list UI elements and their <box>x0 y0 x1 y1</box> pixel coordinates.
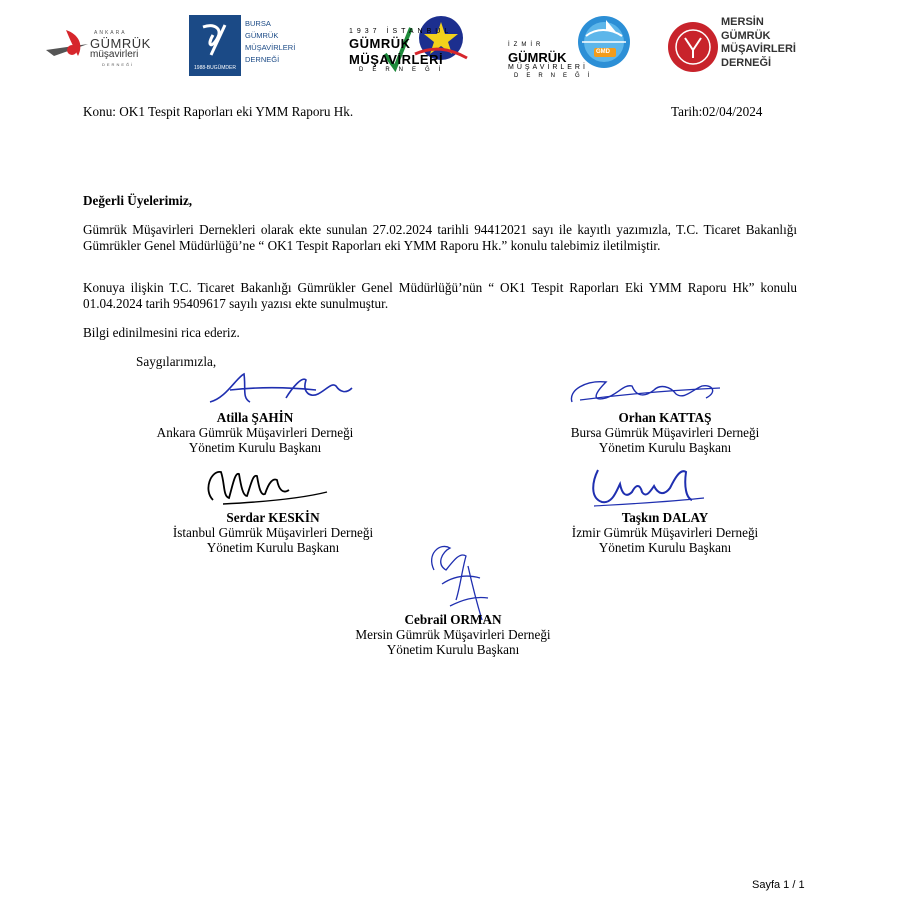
serdar-keskin-signature <box>203 460 333 508</box>
bursa-logo-icon <box>189 15 241 63</box>
signatory-org: Mersin Gümrük Müşavirleri Derneği <box>355 627 551 642</box>
bursa-logo-line: GÜMRÜK <box>245 31 279 40</box>
orhan-kattas-signature <box>566 372 726 412</box>
closing-phrase: Saygılarımızla, <box>136 354 217 369</box>
document-date: Tarih:02/04/2024 <box>671 104 763 119</box>
signatory-org: İstanbul Gümrük Müşavirleri Derneği <box>172 525 374 540</box>
taskin-dalay-signature <box>588 462 708 510</box>
signatory-title: Yönetim Kurulu Başkanı <box>598 440 732 455</box>
ankara-logo-der: DERNEĞİ <box>102 62 135 67</box>
page-number: Sayfa 1 / 1 <box>752 879 805 891</box>
signatory-name: Atilla ŞAHİN <box>216 410 294 425</box>
signatory-org: İzmir Gümrük Müşavirleri Derneği <box>571 525 759 540</box>
istanbul-association-logo <box>345 14 470 76</box>
signatory-org: Bursa Gümrük Müşavirleri Derneği <box>570 425 760 440</box>
izmir-association-logo <box>506 12 636 78</box>
signatory-name: Cebrail ORMAN <box>404 612 502 627</box>
signatory-title: Yönetim Kurulu Başkanı <box>188 440 322 455</box>
izmir-logo-der: DERNEĞİ <box>514 73 598 79</box>
izmir-logo-top: İZMİR <box>508 42 545 48</box>
izmir-globe-emblem-icon <box>576 14 632 70</box>
bursa-logo-year: 1988-BUGÜMDER <box>194 65 236 71</box>
signatory-block <box>90 410 420 455</box>
ankara-logo-sub: müşavirleri <box>90 49 139 60</box>
ankara-logo-city: ANKARA <box>94 30 127 36</box>
bursa-logo-line: MÜŞAVİRLERİ <box>245 43 296 52</box>
signatory-title: Yönetim Kurulu Başkanı <box>206 540 340 555</box>
izmir-logo-sub: MÜŞAVİRLERİ <box>508 64 588 71</box>
signatory-title: Yönetim Kurulu Başkanı <box>598 540 732 555</box>
izmir-logo-main: GÜMRÜK <box>508 50 567 65</box>
bursa-logo-line: BURSA <box>245 19 271 28</box>
signatory-block <box>108 510 438 555</box>
mersin-logo-line: MERSİN <box>721 16 764 28</box>
istanbul-logo-sub: MÜŞAVİRLERİ <box>349 52 444 67</box>
body-paragraph-3: Bilgi edinilmesini rica ederiz. <box>83 325 240 340</box>
atilla-sahin-signature <box>206 368 356 414</box>
signatory-block <box>500 410 830 455</box>
bursa-logo-emblem <box>189 15 241 76</box>
istanbul-logo-der: DERNEĞİ <box>359 67 450 73</box>
signatory-block <box>500 510 830 555</box>
mersin-logo-line: GÜMRÜK <box>721 29 771 42</box>
izmir-logo-badge: GMD <box>596 49 610 55</box>
subject-line: Konu: OK1 Tespit Raporları eki YMM Raporu Hk. <box>83 104 354 119</box>
signatory-name: Orhan KATTAŞ <box>618 410 712 425</box>
ankara-logo-main: GÜMRÜK <box>90 36 151 51</box>
istanbul-logo-main: GÜMRÜK <box>349 36 411 51</box>
signatory-block <box>288 612 618 657</box>
istanbul-logo-top: 1937 İSTANBUL <box>349 28 453 35</box>
mersin-logo-line: DERNEĞİ <box>721 56 772 69</box>
mersin-seal-emblem-icon <box>667 16 719 78</box>
mersin-logo-line: MÜŞAVİRLERİ <box>721 43 796 55</box>
signatory-title: Yönetim Kurulu Başkanı <box>386 642 520 657</box>
salutation: Değerli Üyelerimiz, <box>83 193 193 208</box>
signatory-name: Taşkın DALAY <box>621 510 709 525</box>
signatory-org: Ankara Gümrük Müşavirleri Derneği <box>156 425 354 440</box>
ankara-logo-icon <box>44 26 94 66</box>
ankara-association-logo <box>44 22 154 72</box>
body-paragraph-1: Gümrük Müşavirleri Dernekleri olarak ekte sunulan 27.02.2024 tarihli 94412021 sayı ile kayıtlı yazımızla, T.C. Ticaret Bakanlığı Gümrükler Genel Müdürlüğü’ne “ OK1 Tespit Raporları eki YMM Raporu Hk.” konulu talebimiz iletilmiştir. <box>83 222 797 253</box>
body-paragraph-2: Konuya ilişkin T.C. Ticaret Bakanlığı Gümrükler Genel Müdürlüğü’nün “ OK1 Tespit Raporları Eki YMM Raporu Hk” konulu 01.04.2024 tarih 95409617 sayılı yazısı ekte sunulmuştur. <box>83 280 797 311</box>
signatory-name: Serdar KESKİN <box>226 510 320 525</box>
bursa-association-logo <box>189 15 296 77</box>
bursa-logo-line: DERNEĞİ <box>245 55 280 64</box>
mersin-association-logo <box>667 14 807 80</box>
